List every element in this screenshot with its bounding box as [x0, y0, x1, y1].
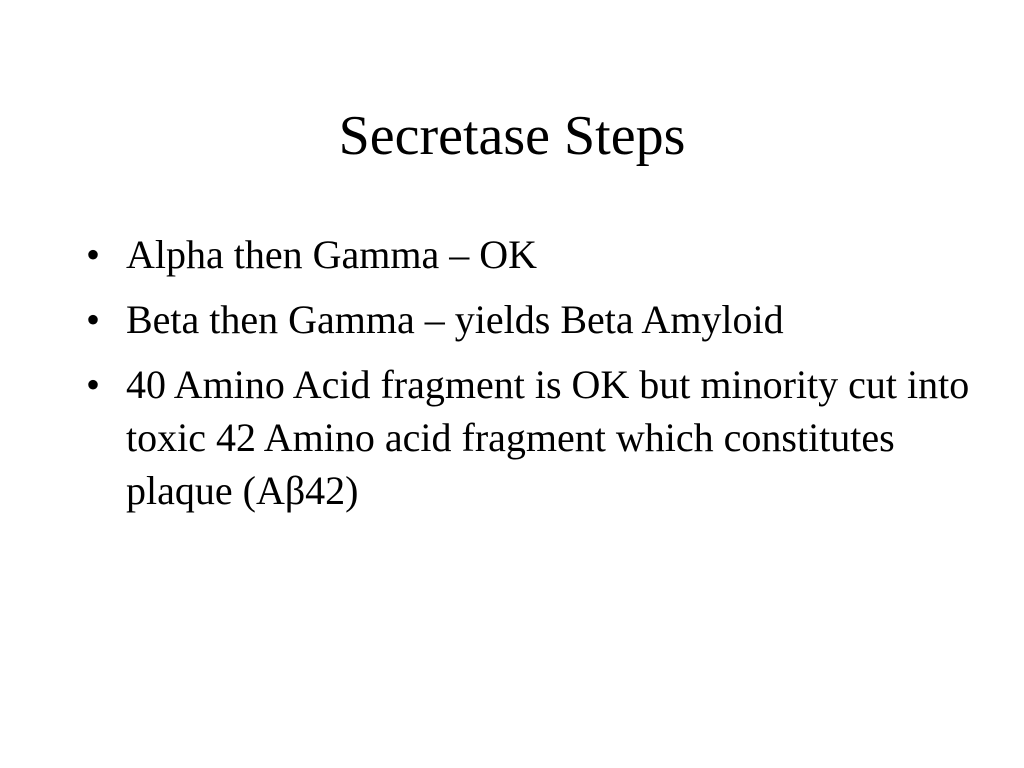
bullet-text: Alpha then Gamma – OK — [126, 232, 538, 277]
slide-title: Secretase Steps — [338, 105, 686, 167]
bullet-text: Beta then Gamma – yields Beta Amyloid — [126, 297, 784, 342]
bullet-icon: • — [86, 297, 101, 342]
bullet-text: 40 Amino Acid fragment is OK but minority cut into toxic 42 Amino acid fragment which constitutes plaque (Aβ42) — [126, 362, 970, 513]
bullet-list — [86, 228, 986, 529]
bullet-icon: • — [86, 362, 101, 407]
bullet-item — [86, 293, 986, 346]
bullet-icon: • — [86, 232, 101, 277]
bullet-item — [86, 228, 986, 281]
bullet-item — [86, 358, 986, 517]
